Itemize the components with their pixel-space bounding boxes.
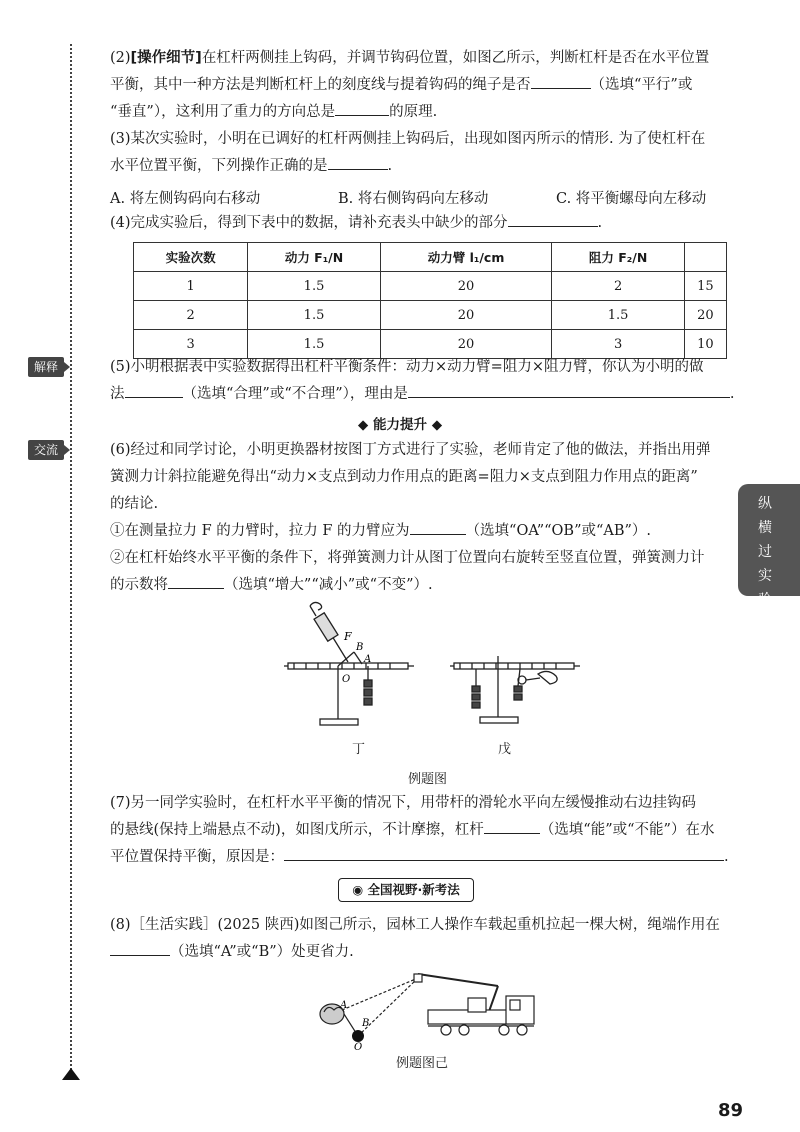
table-header-missing (684, 243, 726, 272)
figure-label-ding: 丁 (352, 742, 366, 757)
page-number: 89 (718, 1100, 744, 1121)
table-cell: 1.5 (248, 301, 380, 330)
question-2: (2)[操作细节]在杠杆两侧挂上钩码，并调节钩码位置，如图乙所示，判断杠杆是否在水平位置 平衡，其中一种方法是判断杠杆上的刻度线与提着钩码的绳子是否 （选填“平行”或 “垂直”），这利用了重力的方向总是 的原理. (110, 50, 710, 120)
table-header: 实验次数 (134, 243, 248, 272)
letter-b: B (356, 642, 364, 653)
tag-explain: 解释 (28, 357, 64, 377)
answer-blank[interactable] (168, 572, 224, 589)
answer-blank[interactable] (531, 72, 591, 89)
table-header: 动力臂 l₁/cm (380, 243, 552, 272)
table-cell: 15 (684, 272, 726, 301)
table-cell: 20 (684, 301, 726, 330)
triangle-marker-icon (62, 1068, 80, 1080)
question-5: (5)小明根据表中实验数据得出杠杆平衡条件：动力×动力臂=阻力×阻力臂，你认为小明的做 法 （选填“合理”或“不合理”），理由是 . (110, 359, 735, 402)
question-8: (8)［生活实践］(2025 陕西)如图己所示，园林工人操作车载起重机拉起一棵大树，绳端作用在 （选填“A”或“B”）处更省力. (110, 917, 720, 960)
answer-blank[interactable] (410, 518, 466, 535)
answer-blank[interactable] (125, 381, 183, 398)
table-cell: 1.5 (248, 272, 380, 301)
figure-label-wu: 戊 (498, 742, 512, 757)
table-cell: 1.5 (552, 301, 684, 330)
answer-blank[interactable] (508, 210, 598, 227)
figure-ding-wu (280, 600, 580, 750)
table-cell: 1.5 (248, 330, 380, 359)
table-row (134, 272, 727, 301)
side-chapter-tab-label: 纵横过实验 (758, 496, 772, 608)
table-header-row (134, 243, 727, 272)
table-cell: 20 (380, 301, 552, 330)
figure-ding (284, 602, 414, 725)
side-chapter-tab (738, 484, 800, 608)
section-heading-national: ◉ 全国视野·新考法 (338, 878, 474, 902)
data-table (133, 242, 727, 359)
section-heading-ability: ◆ 能力提升 ◆ (357, 417, 443, 433)
table-cell: 20 (380, 330, 552, 359)
tag-exchange: 交流 (28, 440, 64, 460)
letter-a: A (364, 654, 372, 665)
answer-blank[interactable] (110, 939, 170, 956)
table-cell: 1 (134, 272, 248, 301)
figure-caption: 例题图 (408, 772, 448, 787)
option-a: A. 将左侧钩码向右移动 (110, 191, 261, 207)
letter-o: O (342, 674, 351, 685)
answer-blank[interactable] (408, 381, 730, 398)
option-c: C. 将平衡螺母向左移动 (556, 191, 707, 207)
figure-ji (318, 970, 548, 1050)
table-cell: 2 (134, 301, 248, 330)
answer-blank[interactable] (484, 817, 540, 834)
option-b: B. 将右侧钩码向左移动 (338, 191, 489, 207)
table-cell: 2 (552, 272, 684, 301)
letter-o: O (354, 1042, 363, 1050)
table-row (134, 301, 727, 330)
answer-blank[interactable] (284, 844, 724, 861)
table-cell: 20 (380, 272, 552, 301)
table-cell: 3 (552, 330, 684, 359)
question-7: (7)另一同学实验时，在杠杆水平平衡的情况下，用带杆的滑轮水平向左缓慢推动右边挂钩码 的悬线(保持上端悬点不动)，如图戊所示，不计摩擦，杠杆 （选填“能”或“不能”）在水 平位置保持平衡，原因是： . (110, 795, 729, 865)
letter-f: F (344, 630, 352, 643)
question-6: (6)经过和同学讨论，小明更换器材按图丁方式进行了实验，老师肯定了他的做法，并指出用弹 簧测力计斜拉能避免得出“动力×支点到动力作用点的距离=阻力×支点到阻力作用点的距离” 的结论. ①在测量拉力 F 的力臂时，拉力 F 的力臂应为 （选填“OA”“OB”或“AB”）. ②在杠杆始终水平平衡的条件下，将弹簧测力计从图丁位置向右旋转至竖直位置，弹簧测力计 的示数将 （选填“增大”“减小”或“不变”）. (110, 442, 711, 593)
question-4: (4)完成实验后，得到下表中的数据，请补充表头中缺少的部分 . (110, 210, 750, 237)
table-header: 阻力 F₂/N (552, 243, 684, 272)
answer-blank[interactable] (328, 153, 388, 170)
question-3: (3)某次实验时，小明在已调好的杠杆两侧挂上钩码后，出现如图丙所示的情形. 为了使杠杆在 水平位置平衡，下列操作正确的是 . (110, 131, 706, 174)
figure-caption-ji: 例题图己 (396, 1056, 449, 1071)
table-cell: 10 (684, 330, 726, 359)
letter-b: B (362, 1018, 370, 1029)
eye-icon: ◉ (352, 882, 368, 897)
letter-a: A (340, 1000, 348, 1011)
binding-dotted-line (70, 44, 72, 1074)
answer-blank[interactable] (335, 99, 389, 116)
figure-wu (450, 656, 580, 723)
table-header: 动力 F₁/N (248, 243, 380, 272)
table-cell: 3 (134, 330, 248, 359)
